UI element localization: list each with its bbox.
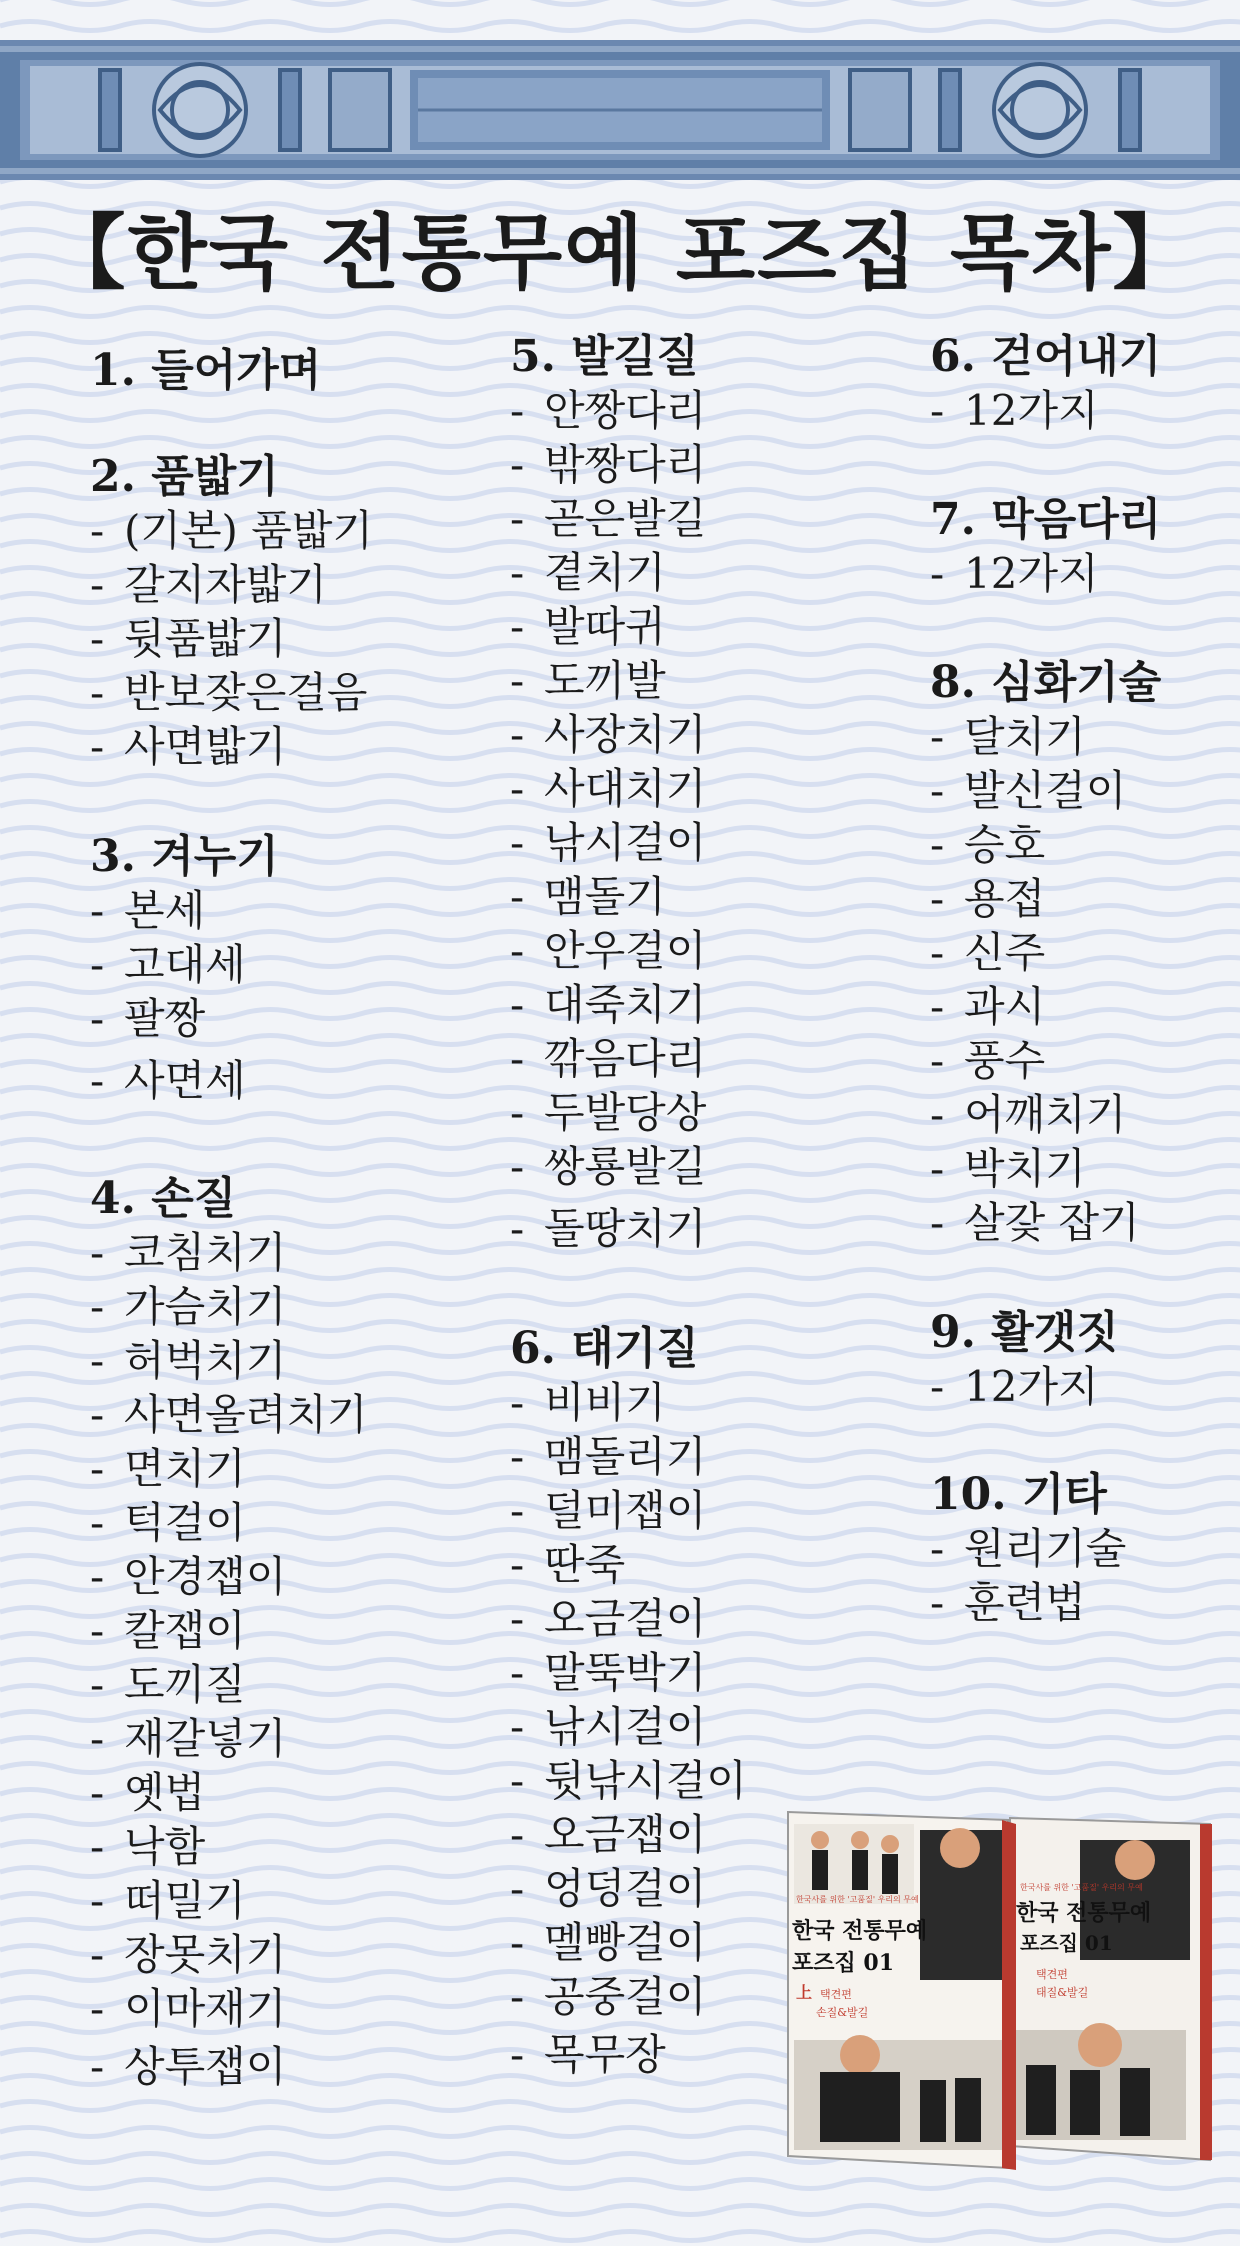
toc-item: - 갈지자밟기 xyxy=(90,560,327,609)
section-title: 7. 막음다리 xyxy=(930,494,1162,545)
toc-item: - 덜미잽이 xyxy=(510,1486,707,1535)
toc-item: - 딴죽 xyxy=(510,1540,626,1589)
back-sub-2: 태질&발길 xyxy=(1036,1986,1089,1999)
toc-item: - 용접 xyxy=(930,874,1046,923)
toc-item: - 비비기 xyxy=(510,1378,666,1427)
toc-item: - 살갗 잡기 xyxy=(930,1198,1140,1247)
front-sub-1: 택견편 xyxy=(820,1988,852,2001)
front-tagline: 한국사를 위한 '고품질' 우리의 무예 xyxy=(796,1895,919,1904)
page-title: 【한국 전통무예 포즈집 목차】 xyxy=(43,205,1197,301)
section-title: 2. 품밟기 xyxy=(90,451,279,502)
toc-item: - 사면올려치기 xyxy=(90,1390,368,1439)
wave-line xyxy=(0,2180,1240,2189)
toc-item: - 팔짱 xyxy=(90,994,206,1043)
toc-section xyxy=(510,1322,747,2082)
toc-section xyxy=(90,1172,367,2094)
toc-item: - 뒷낚시걸이 xyxy=(510,1756,747,1805)
toc-item: - 깎음다리 xyxy=(510,1034,707,1083)
toc-item: - 어깨치기 xyxy=(930,1090,1127,1139)
wave-line xyxy=(0,22,1240,31)
wave-line xyxy=(0,0,1240,5)
section-title: 6. 걷어내기 xyxy=(930,331,1162,382)
section-title: 10. 기타 xyxy=(930,1469,1107,1520)
back-title-2: 포즈집 01 xyxy=(1020,1931,1113,1955)
toc-item: - 턱걸이 xyxy=(90,1498,246,1547)
book-covers-image xyxy=(780,1810,1220,2180)
toc-item: - 뒷품밟기 xyxy=(90,614,287,663)
toc-section xyxy=(930,1306,1119,1414)
front-volume: 上 xyxy=(796,1983,813,2002)
decorative-banner xyxy=(0,40,1240,180)
toc-section xyxy=(930,656,1161,1250)
toc-item: - 원리기술 xyxy=(930,1524,1127,1573)
toc-item: - 맴돌리기 xyxy=(510,1432,707,1481)
section-title: 8. 심화기술 xyxy=(930,657,1162,708)
toc-item: - 칼잽이 xyxy=(90,1606,246,1655)
section-title: 6. 태기질 xyxy=(510,1323,699,1374)
toc-item: - 12가지 xyxy=(930,549,1099,598)
toc-item: - 사대치기 xyxy=(510,764,707,813)
toc-item: - 면치기 xyxy=(90,1444,246,1493)
back-tagline: 한국사를 위한 '고품질' 우리의 무예 xyxy=(1020,1883,1143,1892)
toc-item: - 오금걸이 xyxy=(510,1594,707,1643)
toc-item: - 풍수 xyxy=(930,1036,1046,1085)
toc-item: - 밖짱다리 xyxy=(510,440,707,489)
toc-item: - 코침치기 xyxy=(90,1228,287,1277)
toc-item: - 맴돌기 xyxy=(510,872,666,921)
wave-line xyxy=(0,308,1240,317)
toc-item: - 곁치기 xyxy=(510,548,666,597)
toc-item: - 달치기 xyxy=(930,712,1086,761)
front-title-2: 포즈집 01 xyxy=(792,1950,895,1976)
toc-item: - 신주 xyxy=(930,928,1046,977)
toc-section xyxy=(90,450,373,774)
toc-item: - 발신걸이 xyxy=(930,766,1127,815)
toc-item: - 박치기 xyxy=(930,1144,1086,1193)
toc-item: - 가슴치기 xyxy=(90,1282,287,1331)
toc-section xyxy=(930,493,1161,601)
front-sub-2: 손질&발길 xyxy=(816,2006,869,2019)
toc-item: - 말뚝박기 xyxy=(510,1648,707,1697)
toc-item: - 안우걸이 xyxy=(510,926,707,975)
toc-item: - 두발당상 xyxy=(510,1088,707,1137)
toc-item: - 쌍룡발길 xyxy=(510,1142,707,1191)
toc-item: - 엉덩걸이 xyxy=(510,1864,707,1913)
toc-item: - 장못치기 xyxy=(90,1930,287,1979)
toc-item: - 허벅치기 xyxy=(90,1336,287,1385)
toc-section xyxy=(90,830,279,1108)
section-title: 1. 들어가며 xyxy=(90,345,322,396)
toc-item: - 낙함 xyxy=(90,1822,206,1871)
back-sub-1: 택견편 xyxy=(1036,1968,1068,1981)
toc-item: - 오금잽이 xyxy=(510,1810,707,1859)
toc-section xyxy=(90,344,321,398)
toc-item: - 과시 xyxy=(930,982,1046,1031)
front-title-1: 한국 전통무예 xyxy=(792,1918,928,1944)
toc-item: - 발따귀 xyxy=(510,602,666,651)
toc-item: - (기본) 품밟기 xyxy=(90,506,373,555)
toc-item: - 목무장 xyxy=(510,2030,666,2079)
toc-item: - 도끼발 xyxy=(510,656,666,705)
toc-item: - 반보잦은걸음 xyxy=(90,668,368,717)
book-cover-back xyxy=(1010,1818,1212,2160)
toc-item: - 낚시걸이 xyxy=(510,1702,707,1751)
toc-item: - 승호 xyxy=(930,820,1046,869)
toc-item: - 멜빵걸이 xyxy=(510,1918,707,1967)
toc-item: - 도끼질 xyxy=(90,1660,246,1709)
toc-item: - 공중걸이 xyxy=(510,1972,707,2021)
toc-item: - 사면밟기 xyxy=(90,722,287,771)
toc-item: - 사면세 xyxy=(90,1056,246,1105)
toc-section xyxy=(930,330,1161,438)
toc-item: - 12가지 xyxy=(930,386,1099,435)
toc-item: - 돌땅치기 xyxy=(510,1204,707,1253)
toc-item: - 고대세 xyxy=(90,940,246,989)
toc-item: - 훈련법 xyxy=(930,1578,1086,1627)
section-title: 3. 겨누기 xyxy=(90,831,279,882)
toc-item: - 낚시걸이 xyxy=(510,818,707,867)
wave-line xyxy=(0,2206,1240,2215)
back-title-1: 한국 전통무예 xyxy=(1016,1900,1152,1926)
section-title: 5. 발길질 xyxy=(510,331,699,382)
toc-item: - 떠밀기 xyxy=(90,1876,246,1925)
toc-section xyxy=(930,1468,1126,1630)
toc-item: - 이마재기 xyxy=(90,1984,287,2033)
toc-item: - 사장치기 xyxy=(510,710,707,759)
toc-item: - 대죽치기 xyxy=(510,980,707,1029)
wave-line xyxy=(0,2232,1240,2241)
toc-section xyxy=(510,330,706,1256)
toc-item: - 상투잽이 xyxy=(90,2042,287,2091)
toc-item: - 안짱다리 xyxy=(510,386,707,435)
toc-item: - 12가지 xyxy=(930,1362,1099,1411)
toc-item: - 옛법 xyxy=(90,1768,206,1817)
section-title: 4. 손질 xyxy=(90,1173,237,1224)
section-title: 9. 활갯짓 xyxy=(930,1307,1119,1358)
toc-item: - 본세 xyxy=(90,886,206,935)
toc-item: - 안경잽이 xyxy=(90,1552,287,1601)
toc-item: - 재갈넣기 xyxy=(90,1714,287,1763)
book-cover-front xyxy=(788,1812,1016,2170)
toc-item: - 곧은발길 xyxy=(510,494,707,543)
